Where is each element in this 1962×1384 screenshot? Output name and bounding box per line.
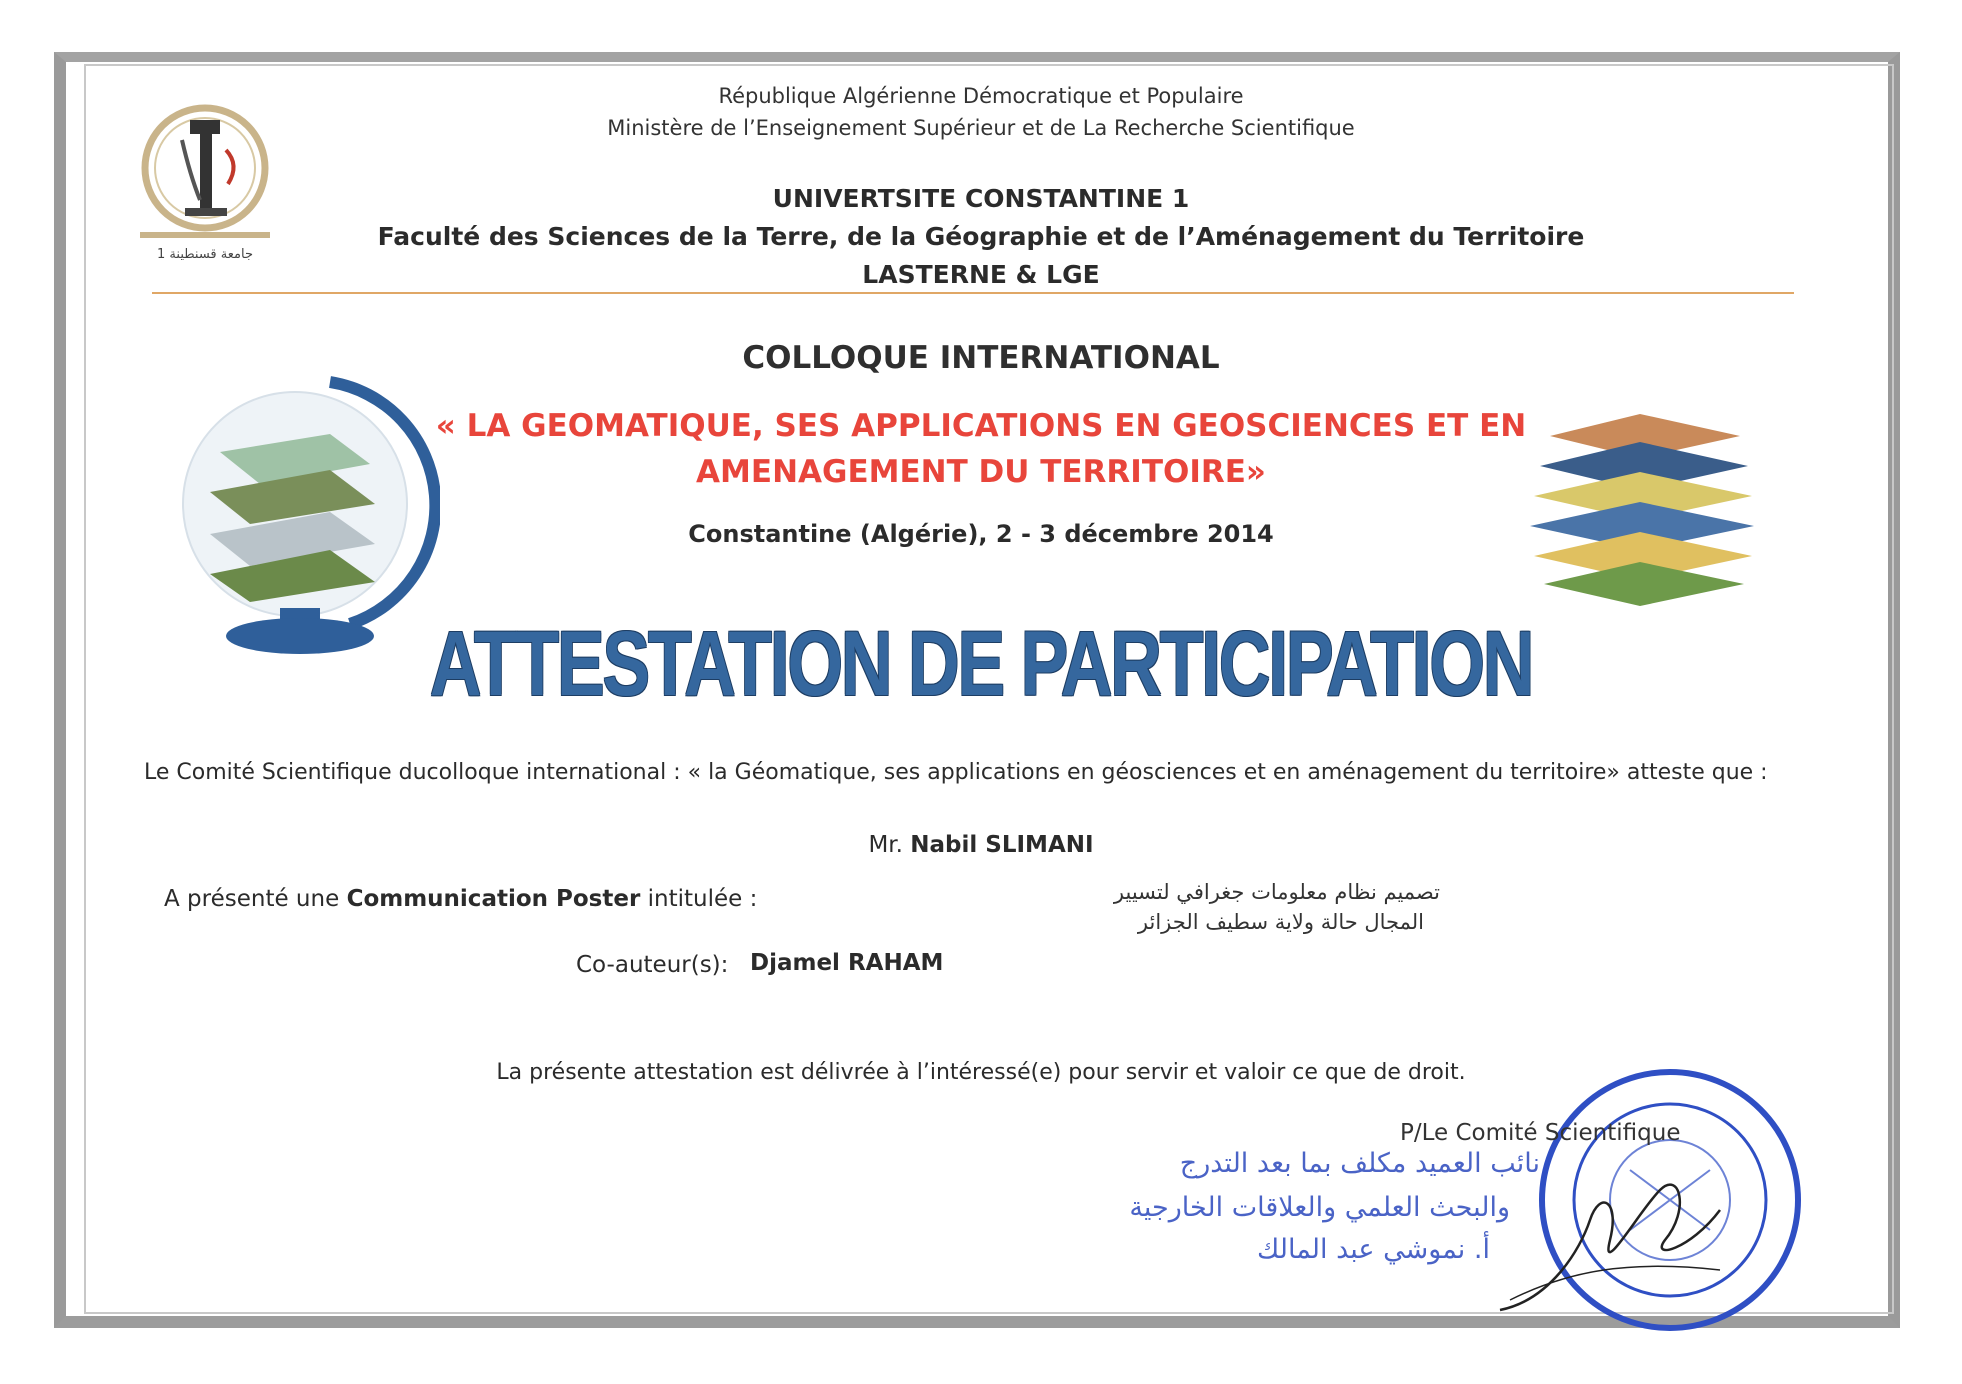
arabic-title-line-2: المجال حالة ولاية سطيف الجزائر [1137,910,1424,934]
participant-name: Nabil SLIMANI [910,832,1094,858]
signature-label: P/Le Comité Scientifique [1400,1120,1681,1146]
theme-line-1: « LA GEOMATIQUE, SES APPLICATIONS EN GEOSCIENCES ET EN [435,408,1527,444]
committee-statement: Le Comité Scientifique ducolloque international : « la Géomatique, ses applications en géosciences et en aménagement du territoire» atteste que : [144,760,1768,785]
name-prefix: Mr. [868,832,903,858]
certificate-title: ATTESTATION DE PARTICIPATION [429,613,1533,715]
laboratories: LASTERNE & LGE [862,260,1100,289]
university-name: UNIVERTSITE CONSTANTINE 1 [772,184,1190,213]
header-divider [152,292,1794,294]
presented-prefix: A présenté une [164,886,340,912]
colloquium-title: COLLOQUE INTERNATIONAL [742,340,1220,376]
participant-name-line [0,832,1962,858]
republic-header: République Algérienne Démocratique et Populaire [718,84,1244,108]
place-date: Constantine (Algérie), 2 - 3 décembre 2014 [688,520,1274,548]
coauthor-label: Co-auteur(s): [576,952,729,978]
arabic-title-line-1: تصميم نظام معلومات جغرافي لتسيير [1113,880,1440,904]
presentation-line [164,886,757,912]
theme-line-2: AMENAGEMENT DU TERRITOIRE» [696,454,1266,490]
ministry-header: Ministère de l’Enseignement Supérieur et de La Recherche Scientifique [607,116,1355,140]
logo-caption: جامعة قسنطينة 1 [157,247,253,262]
coauthor-name: Djamel RAHAM [750,950,944,976]
handwritten-signature-icon [1490,1150,1730,1320]
presentation-type: Communication Poster [346,886,641,912]
delivery-statement: La présente attestation est délivrée à l’intéressé(e) pour servir et valoir ce que de droit. [496,1060,1466,1085]
stamp-title-line-1: نائب العميد مكلف بما بعد التدرج [1179,1148,1540,1179]
faculty-name: Faculté des Sciences de la Terre, de la Géographie et de l’Aménagement du Territoire [377,222,1585,251]
map-layers-illustration-icon [1520,396,1764,626]
presented-suffix: intitulée : [647,886,758,912]
stamp-title-line-2: والبحث العلمي والعلاقات الخارجية [1129,1192,1510,1223]
signatory-name: أ. نموشي عبد المالك [1256,1234,1490,1265]
